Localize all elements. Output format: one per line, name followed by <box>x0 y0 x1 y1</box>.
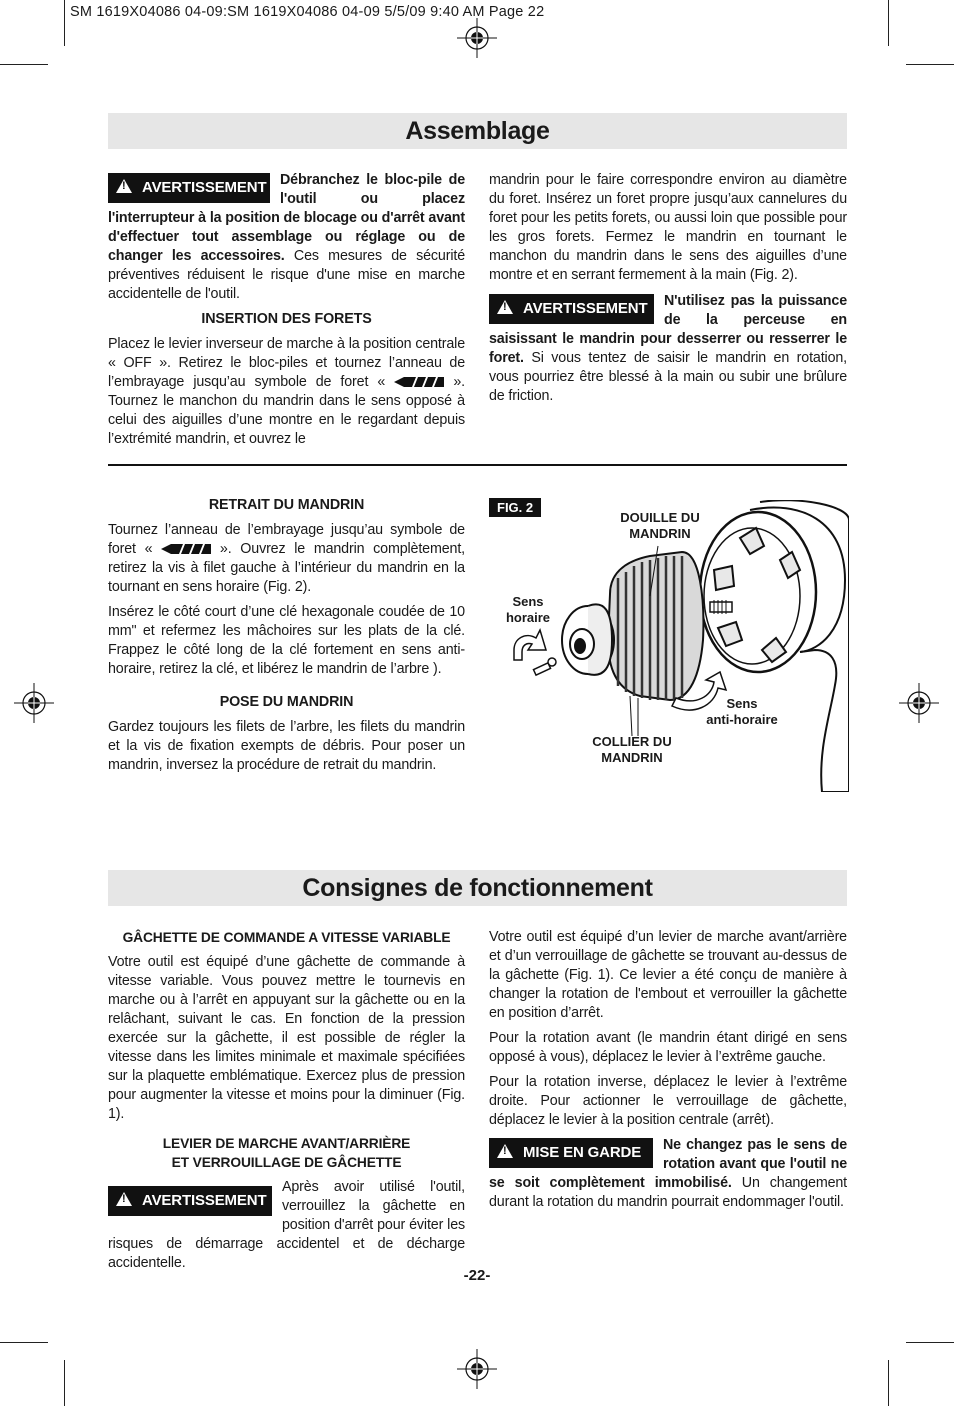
warning-triangle-icon <box>116 179 132 193</box>
retrait-text: Tournez l’anneau de l’embrayage jusqu’au symbole de foret « ». Ouvrez le mandrin complètement, retirez la vis à filet gauche à l’intérieur du mandrin en la tournant en sens horaire (Fig. 2). <box>108 522 465 595</box>
caution-bold-text: Ne changez pas le sens de rotation avant que l'outil ne se soit complètement immobilisé. <box>489 1137 847 1191</box>
chuck-instructions <box>108 496 465 781</box>
trim-mark <box>888 0 889 46</box>
print-header: SM 1619X04086 04-09:SM 1619X04086 04-09 5/5/09 9:40 AM Page 22 <box>70 4 545 20</box>
warning-triangle-icon <box>116 1192 132 1206</box>
pose-text: Gardez toujours les filets de l’arbre, les filets du mandrin et la vis de fixation exempts de débris. Pour poser un mandrin, inversez la procédure de retrait du mandrin. <box>108 719 465 773</box>
trim-mark <box>906 64 954 65</box>
levier-text: Votre outil est équipé d’un levier de marche avant/arrière et d’un verrouillage de gâchette se trouvant au-dessus de la gâchette (Fig. 1). Ce levier a été conçu de manière à changer la rotation de l'embout et verrouiller la gâchette en position d’arrêt. <box>489 929 847 1021</box>
levier-warning-text: Après avoir utilisé l'outil, verrouillez la gâchette en position d'arrêt pour éviter les risques de démarrage accidentel et de décharge accidentelle. <box>108 1179 465 1271</box>
rotation-inverse-text: Pour la rotation inverse, déplacez le levier à l’extrême droite. Pour actionner le verrouillage de gâchette, déplacez le levier à la position centrale (arrêt). <box>489 1074 847 1128</box>
retrait-text-2: Insérez le côté court d’une clé hexagonale coudée de 10 mm" et refermez les mâchoires sur les plats de la clé. Frappez le côté long de la clé fortement en sens anti-horaire, retirez la clé, et libérez le mandrin de l’arbre ). <box>108 604 465 677</box>
drill-symbol-icon <box>161 544 211 554</box>
figure-label: FIG. 2 <box>489 498 541 517</box>
callout-sens-horaire: Sens horaire <box>505 594 551 625</box>
gachette-text: Votre outil est équipé d’une gâchette de commande à vitesse variable. Vous pouvez mettre le tournevis en marche ou à l’arrêt en appuyant sur la gâchette ou en la relâchant, suivant le cas. En fonction de la pression exercée sur la gâchette, il est possible de régler la vitesse dans les limites minimale et maximale spécifiées sur la plaquette emblématique. Exercez plus de pression pour augmenter la vitesse et moins pour la diminuer (Fig. 1). <box>108 954 465 1122</box>
retrait-heading: RETRAIT DU MANDRIN <box>208 497 365 513</box>
section-divider <box>108 464 847 466</box>
screw-icon <box>533 658 556 675</box>
warning-text: Si vous tentez de saisir le mandrin en rotation, vous pourriez être blessé à la main ou subir une brûlure de friction. <box>489 350 847 404</box>
section-title-consignes: Consignes de fonctionnement <box>108 870 847 906</box>
trim-mark <box>888 1360 889 1406</box>
trim-mark <box>0 1342 48 1343</box>
trim-mark <box>64 1360 65 1406</box>
consignes-right-column <box>489 928 847 1218</box>
callout-collier: COLLIER DU MANDRIN <box>592 734 672 765</box>
registration-mark-icon <box>457 1349 497 1389</box>
trim-mark <box>906 1342 954 1343</box>
callout-sens-anti-horaire: Sens anti-horaire <box>706 696 778 727</box>
registration-mark-icon <box>457 18 497 58</box>
warning-bold-text: Débranchez le bloc-pile de l'outil ou placez l'interrupteur à la position de blocage ou d'arrêt avant d'effectuer tout assemblage ou réglage ou de changer les accessoires. <box>108 172 465 264</box>
insertion-text-continued: mandrin pour le faire correspondre environ au diamètre du foret. Insérez un foret propre jusqu’aux cannelures du foret pour les petits forets, ou aussi loin que possible pour les gros forets. Fermez le mandrin en tournant le manchon du mandrin dans le sens des aiguilles d’une montre et en serrant fermement à la main (Fig. 2). <box>489 172 847 283</box>
warning-bold-text: N'utilisez pas la puissance de la perceuse en saisissant le mandrin pour desserrer ou resserrer le foret. <box>489 293 847 366</box>
assemblage-right-column <box>489 171 847 412</box>
page-number: -22- <box>463 1267 491 1284</box>
callout-douille: DOUILLE DU MANDRIN <box>620 510 700 541</box>
registration-mark-icon <box>899 683 939 723</box>
warning-badge: !AVERTISSEMENT <box>489 294 654 324</box>
warning-triangle-icon <box>497 300 513 314</box>
caution-text: Un changement durant la rotation du mandrin pourrait endommager l'outil. <box>489 1175 847 1210</box>
registration-mark-icon <box>14 683 54 723</box>
warning-badge: !AVERTISSEMENT <box>108 173 270 203</box>
trim-mark <box>0 64 48 65</box>
rotation-avant-text: Pour la rotation avant (le mandrin étant dirigé en sens opposé à vous), déplacez le levier à l’extrême gauche. <box>489 1030 847 1065</box>
insertion-text: Placez le levier inverseur de marche à la position centrale « OFF ». Retirez le bloc-piles et tournez l’anneau de l’embrayage jusqu’au symbole de foret « ». Tournez le manchon du mandrin dans le sens opposé à celui des aiguilles d’une montre en le regardant depuis l’extrémité mandrin, et ouvrez le <box>108 336 465 447</box>
section-title-assemblage: Assemblage <box>108 113 847 149</box>
trim-mark <box>64 0 65 46</box>
drill-symbol-icon <box>394 377 444 387</box>
warning-text: Ces mesures de sécurité préventives réduisent le risque d'une mise en marche accidentelle de l'outil. <box>108 248 465 302</box>
insertion-heading: INSERTION DES FORETS <box>201 311 372 327</box>
warning-triangle-icon <box>497 1144 513 1158</box>
assemblage-left-column <box>108 171 465 449</box>
pose-heading: POSE DU MANDRIN <box>219 694 354 710</box>
consignes-left-column <box>108 928 465 1279</box>
warning-badge: !AVERTISSEMENT <box>108 1186 272 1216</box>
gachette-heading: GÂCHETTE DE COMMANDE A VITESSE VARIABLE <box>122 930 451 945</box>
levier-heading: LEVIER DE MARCHE AVANT/ARRIÈRE ET VERROUILLAGE DE GÂCHETTE <box>162 1136 411 1170</box>
clockwise-arrow-icon <box>514 630 546 660</box>
caution-badge: !MISE EN GARDE <box>489 1138 653 1168</box>
